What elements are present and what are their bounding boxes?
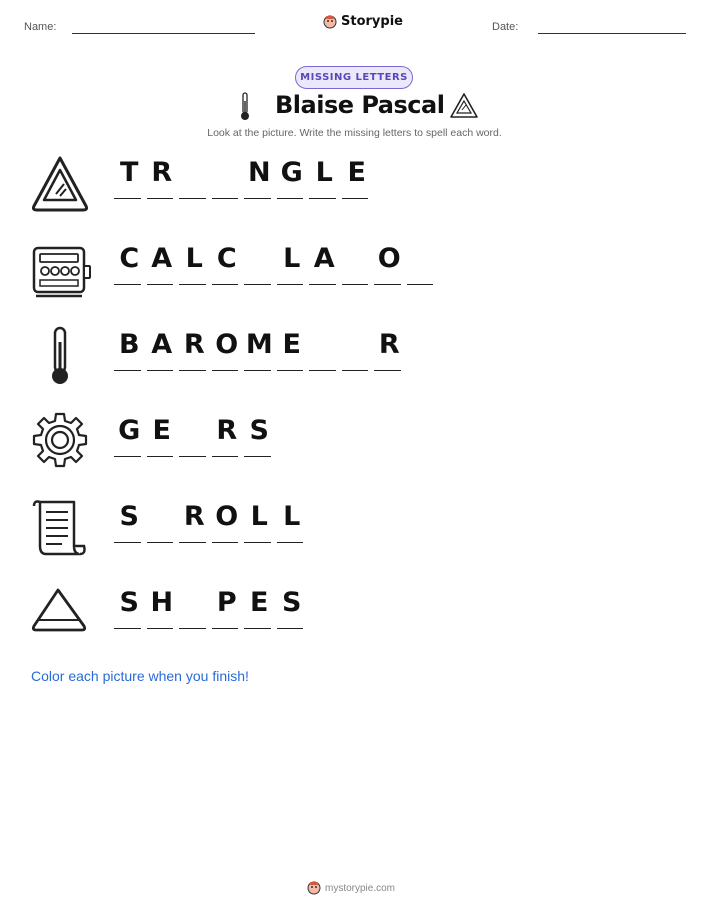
letter-underline xyxy=(244,456,271,458)
letter-underline xyxy=(212,628,239,630)
letter-underline xyxy=(309,370,336,372)
missing-letter-blank[interactable] xyxy=(211,153,244,199)
letter-underline xyxy=(147,456,174,458)
triangle-icon xyxy=(28,152,92,216)
letter-underline xyxy=(147,198,174,200)
letter: P xyxy=(216,587,237,618)
letter-cells xyxy=(113,583,308,629)
letter: B xyxy=(118,329,140,360)
given-letter xyxy=(146,411,179,457)
given-letter xyxy=(308,239,341,285)
letter-underline xyxy=(374,284,401,286)
given-letter xyxy=(243,411,276,457)
given-letter xyxy=(243,583,276,629)
given-letter xyxy=(146,153,179,199)
letter-underline xyxy=(179,284,206,286)
letter-underline xyxy=(179,628,206,630)
mascot-icon xyxy=(323,15,337,29)
instructions: Look at the picture. Write the missing letters to spell each word. xyxy=(207,127,502,139)
given-letter xyxy=(178,239,211,285)
letter: L xyxy=(315,157,333,188)
letter-underline xyxy=(114,542,141,544)
letter-underline xyxy=(277,370,304,372)
letter-underline xyxy=(212,456,239,458)
letter-underline xyxy=(244,370,271,372)
letter-underline xyxy=(212,542,239,544)
letter-cells xyxy=(113,325,406,371)
letter: G xyxy=(118,415,141,446)
word-row xyxy=(0,497,709,567)
letter: R xyxy=(183,501,205,532)
letter: H xyxy=(150,587,174,618)
word-row xyxy=(0,325,709,395)
given-letter xyxy=(276,153,309,199)
word-row xyxy=(0,583,709,653)
letter: S xyxy=(282,587,302,618)
letter-underline xyxy=(179,542,206,544)
page-title: Blaise Pascal xyxy=(275,91,445,119)
letter-underline xyxy=(114,456,141,458)
name-line[interactable] xyxy=(72,33,255,34)
letter-underline xyxy=(277,542,304,544)
brand-name: Storypie xyxy=(341,14,403,29)
letter: T xyxy=(120,157,139,188)
given-letter xyxy=(113,497,146,543)
given-letter xyxy=(113,411,146,457)
word-row xyxy=(0,153,709,223)
given-letter xyxy=(211,583,244,629)
letter-underline xyxy=(277,628,304,630)
missing-letter-blank[interactable] xyxy=(243,239,276,285)
letter-underline xyxy=(179,370,206,372)
word-row xyxy=(0,239,709,309)
given-letter xyxy=(113,583,146,629)
given-letter xyxy=(373,325,406,371)
letter-underline xyxy=(179,456,206,458)
name-label: Name: xyxy=(24,21,57,33)
letter: R xyxy=(216,415,238,446)
letter-underline xyxy=(147,628,174,630)
letter-underline xyxy=(309,284,336,286)
footer xyxy=(307,881,395,895)
word-row xyxy=(0,411,709,481)
given-letter xyxy=(113,239,146,285)
letter-underline xyxy=(114,370,141,372)
date-label: Date: xyxy=(492,21,519,33)
letter: A xyxy=(151,329,173,360)
letter: L xyxy=(283,501,301,532)
letter-underline xyxy=(179,198,206,200)
letter-underline xyxy=(212,284,239,286)
triangle-title-icon xyxy=(449,91,479,121)
letter-underline xyxy=(309,198,336,200)
letter-underline xyxy=(212,370,239,372)
letter: L xyxy=(250,501,268,532)
letter-underline xyxy=(244,542,271,544)
letter: O xyxy=(215,329,239,360)
letter-underline xyxy=(342,284,369,286)
letter-underline xyxy=(147,542,174,544)
letter: A xyxy=(151,243,173,274)
given-letter xyxy=(146,239,179,285)
letter: R xyxy=(378,329,400,360)
scroll-icon xyxy=(28,496,92,560)
triangle-shape-icon xyxy=(28,582,92,646)
given-letter xyxy=(113,325,146,371)
letter: E xyxy=(250,587,269,618)
letter-underline xyxy=(342,370,369,372)
given-letter xyxy=(211,239,244,285)
thermometer-icon xyxy=(28,324,92,388)
given-letter xyxy=(276,497,309,543)
letter-cells xyxy=(113,497,308,543)
letter: C xyxy=(119,243,140,274)
missing-letter-blank[interactable] xyxy=(341,325,374,371)
given-letter xyxy=(146,583,179,629)
letter-underline xyxy=(147,284,174,286)
letter-underline xyxy=(147,370,174,372)
letter-cells xyxy=(113,411,276,457)
letter-underline xyxy=(114,628,141,630)
thermometer-title-icon xyxy=(238,91,252,123)
worksheet-type-badge: MISSING LETTERS xyxy=(295,66,413,89)
mascot-icon xyxy=(307,881,321,895)
coloring-note: Color each picture when you finish! xyxy=(31,668,249,684)
letter: E xyxy=(152,415,171,446)
missing-letter-blank[interactable] xyxy=(341,239,374,285)
letter-underline xyxy=(244,628,271,630)
given-letter xyxy=(211,411,244,457)
letter-cells xyxy=(113,239,438,285)
missing-letter-blank[interactable] xyxy=(178,411,211,457)
missing-letter-blank[interactable] xyxy=(146,497,179,543)
letter: M xyxy=(245,329,273,360)
letter: O xyxy=(377,243,401,274)
footer-url: mystorypie.com xyxy=(325,882,396,894)
letter-underline xyxy=(407,284,434,286)
given-letter xyxy=(276,325,309,371)
letter-underline xyxy=(114,284,141,286)
letter: L xyxy=(185,243,203,274)
missing-letter-blank[interactable] xyxy=(178,153,211,199)
given-letter xyxy=(373,239,406,285)
date-line[interactable] xyxy=(538,33,686,34)
letter: S xyxy=(119,501,139,532)
letter-underline xyxy=(244,198,271,200)
calculator-icon xyxy=(28,238,92,302)
letter-underline xyxy=(277,198,304,200)
given-letter xyxy=(243,325,276,371)
letter: R xyxy=(183,329,205,360)
letter: O xyxy=(215,501,239,532)
letter: N xyxy=(247,157,271,188)
letter-cells xyxy=(113,153,373,199)
given-letter xyxy=(243,497,276,543)
given-letter xyxy=(308,153,341,199)
letter-underline xyxy=(277,284,304,286)
letter: R xyxy=(151,157,173,188)
given-letter xyxy=(276,583,309,629)
given-letter xyxy=(211,497,244,543)
given-letter xyxy=(178,497,211,543)
letter: A xyxy=(313,243,335,274)
letter: E xyxy=(347,157,366,188)
gear-icon xyxy=(28,410,92,474)
given-letter xyxy=(146,325,179,371)
given-letter xyxy=(113,153,146,199)
letter-underline xyxy=(374,370,401,372)
letter: L xyxy=(283,243,301,274)
letter: S xyxy=(119,587,139,618)
given-letter xyxy=(211,325,244,371)
missing-letter-blank[interactable] xyxy=(406,239,439,285)
given-letter xyxy=(276,239,309,285)
letter: C xyxy=(216,243,237,274)
given-letter xyxy=(341,153,374,199)
letter: G xyxy=(280,157,303,188)
letter-underline xyxy=(114,198,141,200)
letter-underline xyxy=(212,198,239,200)
given-letter xyxy=(178,325,211,371)
letter-underline xyxy=(244,284,271,286)
letter-underline xyxy=(342,198,369,200)
missing-letter-blank[interactable] xyxy=(178,583,211,629)
missing-letter-blank[interactable] xyxy=(308,325,341,371)
letter: E xyxy=(282,329,301,360)
brand-logo xyxy=(323,14,403,29)
letter: S xyxy=(249,415,269,446)
given-letter xyxy=(243,153,276,199)
